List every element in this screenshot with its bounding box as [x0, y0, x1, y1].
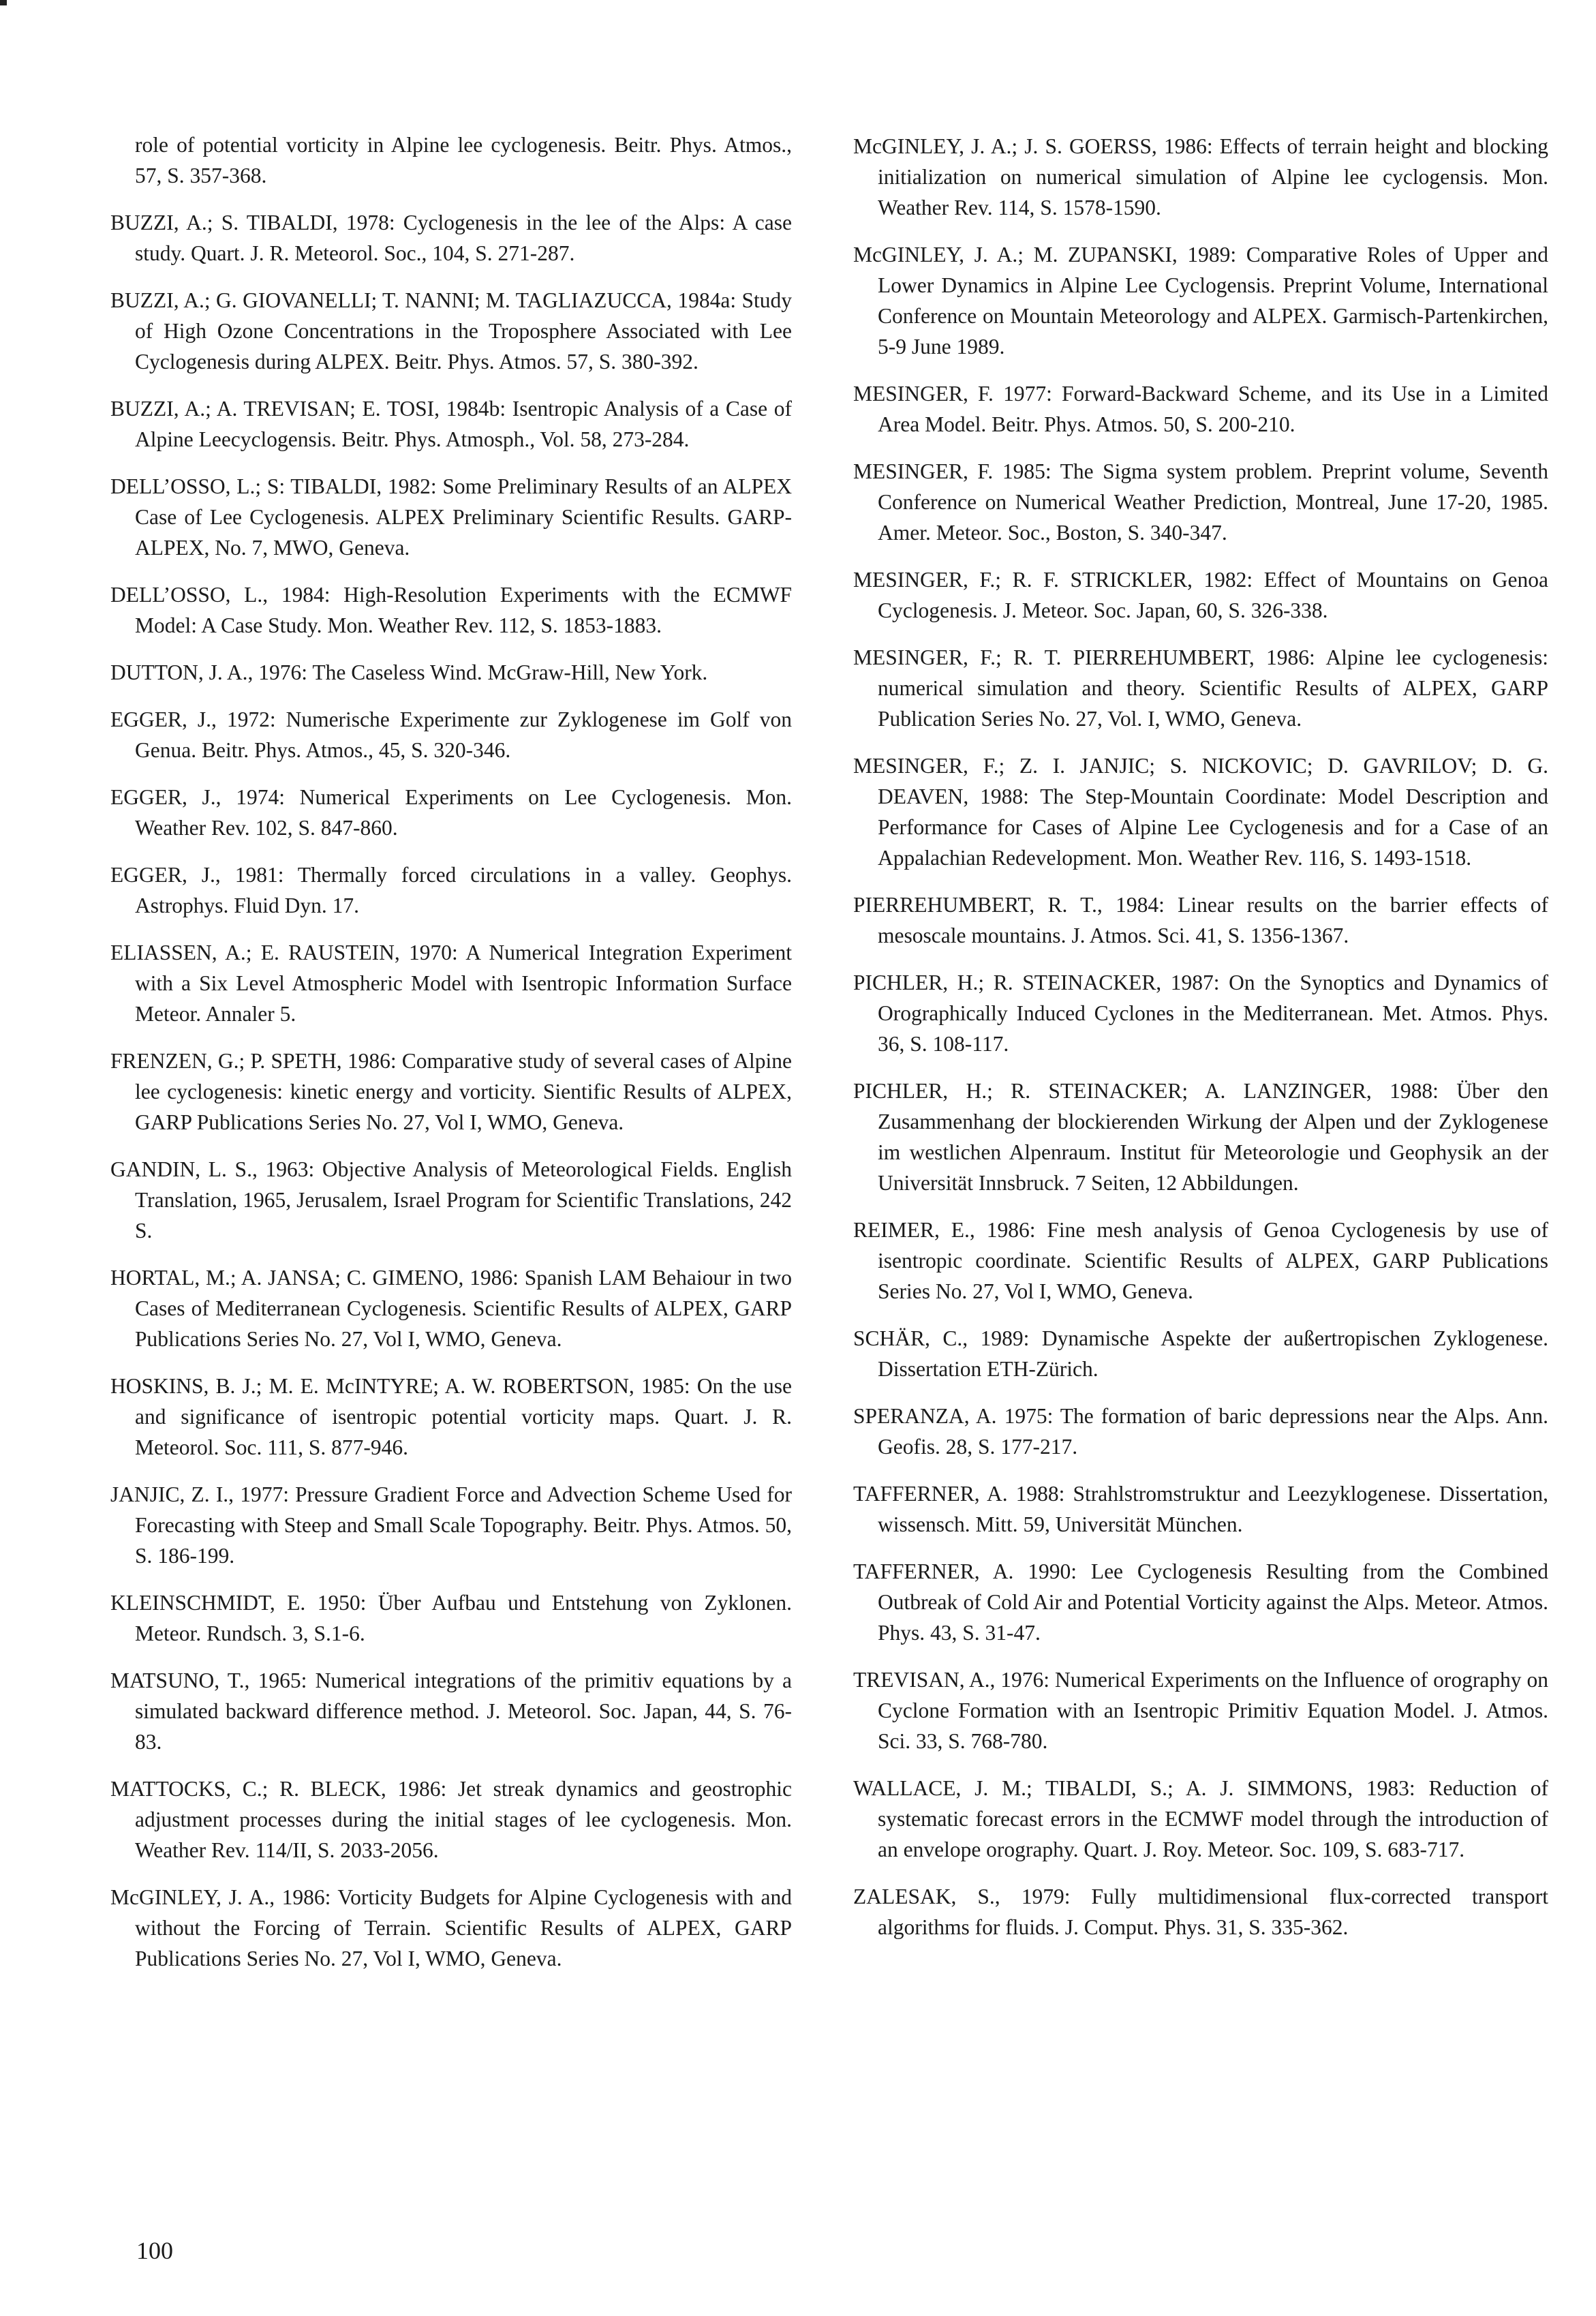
- reference-entry: JANJIC, Z. I., 1977: Pressure Gradient Force and Advection Scheme Used for Forecasting with Steep and Small Scale Topography. Beitr. Phys. Atmos. 50, S. 186-199.: [110, 1482, 792, 1568]
- references-left-column: [110, 129, 792, 1990]
- reference-entry: BUZZI, A.; A. TREVISAN; E. TOSI, 1984b: Isentropic Analysis of a Case of Alpine Leecyclogensis. Beitr. Phys. Atmosph., Vol. 58, 273-284.: [110, 397, 792, 451]
- reference-entry: MESINGER, F. 1977: Forward-Backward Scheme, and its Use in a Limited Area Model. Beitr. Phys. Atmos. 50, S. 200-210.: [853, 382, 1548, 436]
- reference-entry: MESINGER, F.; R. T. PIERREHUMBERT, 1986: Alpine lee cyclogenesis: numerical simulation and theory. Scientific Results of ALPEX, GARP Publication Series No. 27, Vol. I, WMO, Geneva.: [853, 645, 1548, 731]
- reference-entry: ZALESAK, S., 1979: Fully multidimensional flux-corrected transport algorithms for fluids. J. Comput. Phys. 31, S. 335-362.: [853, 1885, 1548, 1939]
- reference-entry: TREVISAN, A., 1976: Numerical Experiments on the Influence of orography on Cyclone Formation with an Isentropic Primitiv Equation Model. J. Atmos. Sci. 33, S. 768-780.: [853, 1668, 1548, 1753]
- reference-entry: SPERANZA, A. 1975: The formation of baric depressions near the Alps. Ann. Geofis. 28, S. 177-217.: [853, 1404, 1548, 1459]
- reference-entry: EGGER, J., 1974: Numerical Experiments on Lee Cyclogenesis. Mon. Weather Rev. 102, S. 847-860.: [110, 785, 792, 840]
- reference-entry: EGGER, J., 1981: Thermally forced circulations in a valley. Geophys. Astrophys. Fluid Dyn. 17.: [110, 863, 792, 917]
- reference-entry: SCHÄR, C., 1989: Dynamische Aspekte der außertropischen Zyklogenese. Dissertation ETH-Zürich.: [853, 1326, 1548, 1381]
- reference-entry: GANDIN, L. S., 1963: Objective Analysis of Meteorological Fields. English Translation, 1965, Jerusalem, Israel Program for Scientific Translations, 242 S.: [110, 1157, 792, 1243]
- reference-entry: REIMER, E., 1986: Fine mesh analysis of Genoa Cyclogenesis by use of isentropic coordinate. Scientific Results of ALPEX, GARP Publications Series No. 27, Vol I, WMO, Geneva.: [853, 1218, 1548, 1303]
- reference-entry: DELL’OSSO, L.; S: TIBALDI, 1982: Some Preliminary Results of an ALPEX Case of Lee Cyclogenesis. ALPEX Preliminary Scientific Results. GARP-ALPEX, No. 7, MWO, Geneva.: [110, 474, 792, 560]
- reference-entry: DUTTON, J. A., 1976: The Caseless Wind. McGraw-Hill, New York.: [110, 660, 708, 684]
- reference-entry: TAFFERNER, A. 1990: Lee Cyclogenesis Resulting from the Combined Outbreak of Cold Air and Potential Vorticity against the Alps. Meteor. Atmos. Phys. 43, S. 31-47.: [853, 1559, 1548, 1645]
- reference-entry: MESINGER, F.; R. F. STRICKLER, 1982: Effect of Mountains on Genoa Cyclogenesis. J. Meteor. Soc. Japan, 60, S. 326-338.: [853, 568, 1548, 622]
- reference-entry: PICHLER, H.; R. STEINACKER; A. LANZINGER, 1988: Über den Zusammenhang der blockierenden Wirkung der Alpen und der Zyklogenese im westlichen Alpenraum. Institut für Meteorologie und Geophysik an der Universität Innsbruck. 7 Seiten, 12 Abbildungen.: [853, 1079, 1548, 1195]
- reference-entry: KLEINSCHMIDT, E. 1950: Über Aufbau und Entstehung von Zyklonen. Meteor. Rundsch. 3, S.1-6.: [110, 1591, 792, 1645]
- reference-entry: McGINLEY, J. A.; M. ZUPANSKI, 1989: Comparative Roles of Upper and Lower Dynamics in Alpine Lee Cyclogensis. Preprint Volume, International Conference on Mountain Meteorology and ALPEX. Garmisch-Partenkirchen, 5-9 June 1989.: [853, 243, 1548, 359]
- reference-entry: EGGER, J., 1972: Numerische Experimente zur Zyklogenese im Golf von Genua. Beitr. Phys. Atmos., 45, S. 320-346.: [110, 707, 792, 762]
- reference-entry: MATSUNO, T., 1965: Numerical integrations of the primitiv equations by a simulated backward difference method. J. Meteorol. Soc. Japan, 44, S. 76-83.: [110, 1669, 792, 1754]
- reference-entry: McGINLEY, J. A., 1986: Vorticity Budgets for Alpine Cyclogenesis with and without the Forcing of Terrain. Scientific Results of ALPEX, GARP Publications Series No. 27, Vol I, WMO, Geneva.: [110, 1885, 792, 1970]
- references-right-column: [853, 131, 1548, 1959]
- reference-entry: DELL’OSSO, L., 1984: High-Resolution Experiments with the ECMWF Model: A Case Study. Mon. Weather Rev. 112, S. 1853-1883.: [110, 583, 792, 637]
- reference-entry: ELIASSEN, A.; E. RAUSTEIN, 1970: A Numerical Integration Experiment with a Six Level Atmospheric Model with Isentropic Information Surface Meteor. Annaler 5.: [110, 941, 792, 1026]
- reference-entry: HOSKINS, B. J.; M. E. McINTYRE; A. W. ROBERTSON, 1985: On the use and significance of isentropic potential vorticity maps. Quart. J. R. Meteorol. Soc. 111, S. 877-946.: [110, 1374, 792, 1459]
- reference-entry: MATTOCKS, C.; R. BLECK, 1986: Jet streak dynamics and geostrophic adjustment processes during the initial stages of lee cyclogenesis. Mon. Weather Rev. 114/II, S. 2033-2056.: [110, 1777, 792, 1862]
- reference-entry: MESINGER, F.; Z. I. JANJIC; S. NICKOVIC; D. GAVRILOV; D. G. DEAVEN, 1988: The Step-Mountain Coordinate: Model Description and Performance for Cases of Alpine Lee Cyclogenesis and for a Case of an Appalachian Redevelopment. Mon. Weather Rev. 116, S. 1493-1518.: [853, 754, 1548, 870]
- reference-entry: WALLACE, J. M.; TIBALDI, S.; A. J. SIMMONS, 1983: Reduction of systematic forecast errors in the ECMWF model through the introduction of an envelope orography. Quart. J. Roy. Meteor. Soc. 109, S. 683-717.: [853, 1776, 1548, 1861]
- reference-entry: FRENZEN, G.; P. SPETH, 1986: Comparative study of several cases of Alpine lee cyclogenesis: kinetic energy and vorticity. Sientific Results of ALPEX, GARP Publications Series No. 27, Vol I, WMO, Geneva.: [110, 1049, 792, 1134]
- reference-entry: PIERREHUMBERT, R. T., 1984: Linear results on the barrier effects of mesoscale mountains. J. Atmos. Sci. 41, S. 1356-1367.: [853, 893, 1548, 947]
- reference-entry: PICHLER, H.; R. STEINACKER, 1987: On the Synoptics and Dynamics of Orographically Induced Cyclones in the Mediterranean. Met. Atmos. Phys. 36, S. 108-117.: [853, 971, 1548, 1056]
- reference-entry: BUZZI, A.; S. TIBALDI, 1978: Cyclogenesis in the lee of the Alps: A case study. Quart. J. R. Meteorol. Soc., 104, S. 271-287.: [110, 211, 792, 265]
- scan-mark: [0, 0, 7, 5]
- reference-entry: BUZZI, A.; G. GIOVANELLI; T. NANNI; M. TAGLIAZUCCA, 1984a: Study of High Ozone Concentrations in the Troposphere Associated with Lee Cyclogenesis during ALPEX. Beitr. Phys. Atmos. 57, S. 380-392.: [110, 288, 792, 374]
- reference-entry: HORTAL, M.; A. JANSA; C. GIMENO, 1986: Spanish LAM Behaiour in two Cases of Mediterranean Cyclogenesis. Scientific Results of ALPEX, GARP Publications Series No. 27, Vol I, WMO, Geneva.: [110, 1266, 792, 1351]
- reference-entry: MESINGER, F. 1985: The Sigma system problem. Preprint volume, Seventh Conference on Numerical Weather Prediction, Montreal, June 17-20, 1985. Amer. Meteor. Soc., Boston, S. 340-347.: [853, 459, 1548, 545]
- reference-entry: McGINLEY, J. A.; J. S. GOERSS, 1986: Effects of terrain height and blocking initialization on numerical simulation of Alpine lee cyclogensis. Mon. Weather Rev. 114, S. 1578-1590.: [853, 134, 1548, 219]
- page-number: 100: [136, 2237, 173, 2264]
- reference-entry: role of potential vorticity in Alpine lee cyclogenesis. Beitr. Phys. Atmos., 57, S. 357-368.: [135, 133, 792, 187]
- reference-entry: TAFFERNER, A. 1988: Strahlstromstruktur and Leezyklogenese. Dissertation, wissensch. Mitt. 59, Universität München.: [853, 1482, 1548, 1536]
